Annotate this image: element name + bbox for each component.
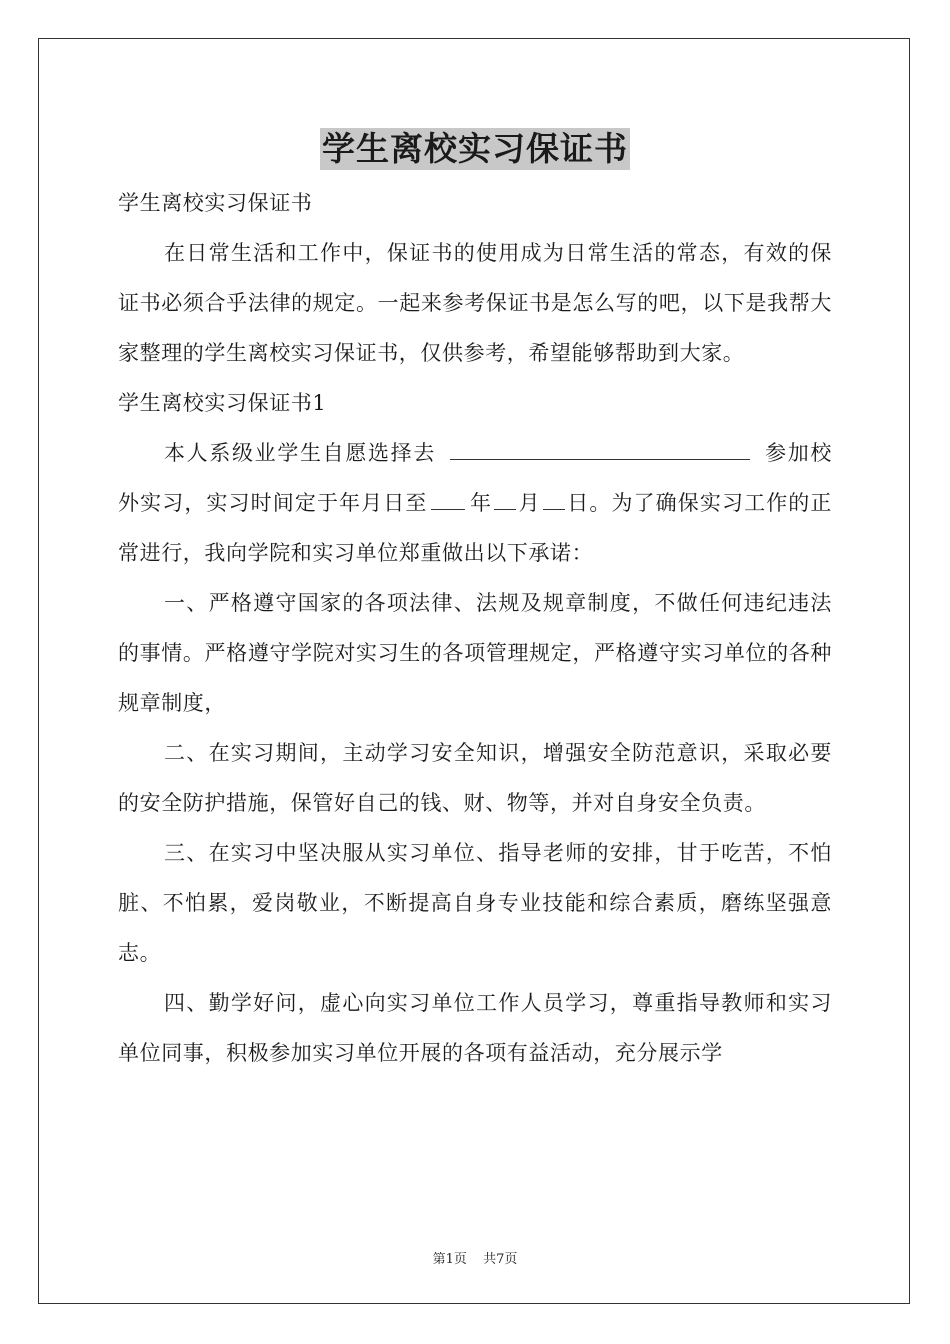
document-title: 学生离校实习保证书 bbox=[322, 129, 628, 168]
document-body bbox=[118, 178, 832, 1078]
year-blank bbox=[431, 491, 465, 510]
pledge-text-a: 本人系级业学生自愿选择去 bbox=[164, 441, 436, 465]
document-subtitle: 学生离校实习保证书 bbox=[118, 191, 313, 215]
pledge-text-d: 月 bbox=[518, 491, 541, 515]
page-number: 第1页 bbox=[432, 1252, 467, 1267]
page-total: 共7页 bbox=[483, 1252, 518, 1267]
title-container bbox=[0, 128, 950, 170]
destination-blank bbox=[450, 441, 750, 460]
pledge-item-4: 四、勤学好问，虚心向实习单位工作人员学习，尊重指导教师和实习单位同事，积极参加实习单位开展的各项有益活动，充分展示学 bbox=[118, 991, 832, 1065]
day-blank bbox=[543, 491, 565, 510]
pledge-item-3: 三、在实习中坚决服从实习单位、指导老师的安排，甘于吃苦，不怕脏、不怕累，爱岗敬业，不断提高自身专业技能和综合素质，磨练坚强意志。 bbox=[118, 841, 832, 965]
pledge-item-1: 一、严格遵守国家的各项法律、法规及规章制度，不做任何违纪违法的事情。严格遵守学院对实习生的各项管理规定，严格遵守实习单位的各种规章制度， bbox=[118, 591, 832, 715]
month-blank bbox=[494, 491, 516, 510]
pledge-item-2: 二、在实习期间，主动学习安全知识，增强安全防范意识，采取必要的安全防护措施，保管好自己的钱、财、物等，并对自身安全负责。 bbox=[118, 741, 832, 815]
pledge-text-c: 年 bbox=[469, 491, 493, 515]
page-footer bbox=[0, 1248, 950, 1267]
section-heading: 学生离校实习保证书1 bbox=[118, 391, 327, 415]
pledge-text-b: 参加校外实习，实习时间定于年月日至 bbox=[118, 441, 832, 515]
pledge-text-e: 日。为了确保实习工作的正常进行，我向学院和实习单位郑重做出以下承诺： bbox=[118, 491, 833, 565]
pledge-paragraph bbox=[118, 428, 832, 578]
intro-paragraph: 在日常生活和工作中，保证书的使用成为日常生活的常态，有效的保证书必须合乎法律的规定。一起来参考保证书是怎么写的吧，以下是我帮大家整理的学生离校实习保证书，仅供参考，希望能够帮助到大家。 bbox=[118, 241, 832, 365]
